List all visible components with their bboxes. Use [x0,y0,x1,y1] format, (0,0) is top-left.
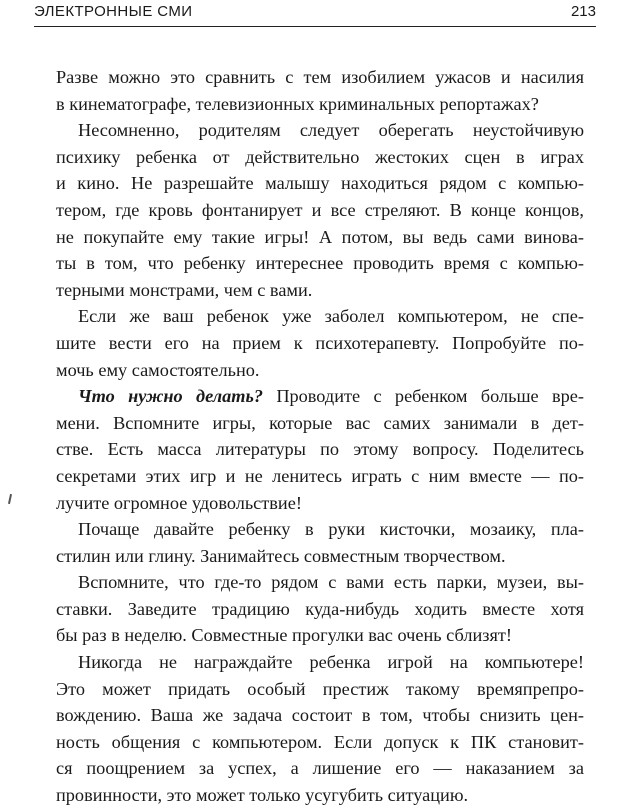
text-line: Почаще давайте ребенку в руки кисточки, мозаику, пла- [78,519,584,540]
text-line: терными монстрами, чем с вами. [56,279,313,300]
text-line: мочь ему самостоятельно. [56,359,260,380]
text-line: вождению. Ваша же задача состоит в том, чтобы снизить цен- [56,705,584,726]
text-line: Разве можно это сравнить с тем изобилием ужасов и насилия [56,67,584,87]
paragraph-lead: Что нужно делать? [78,386,263,407]
text-line: бы раз в неделю. Совместные прогулки вас очень сблизят! [56,625,512,646]
text-line: ставки. Заведите традицию куда-нибудь ходить вместе хотя [56,598,584,619]
running-head [34,0,596,27]
text-line: секретами этих игр и не ленитесь играть с ним вместе — по- [56,465,584,486]
paragraph-6 [56,569,584,649]
text-line: стилин или глину. Занимайтесь совместным творчеством. [56,545,506,566]
text-line: Вспомните, что где-то рядом с вами есть парки, музеи, вы- [78,572,584,593]
text-line: ность общения с компьютером. Если допуск к ПК становит- [56,731,584,752]
paragraph-3 [56,303,584,383]
paragraph-4 [56,383,584,516]
text-line: провинности, это может только усугубить ситуацию. [56,785,469,806]
text-line: не покупайте ему такие игры! А потом, вы ведь сами винова- [56,226,584,247]
paragraph-1 [56,64,584,117]
text-line: психику ребенка от действительно жестоких сцен в играх [56,146,584,167]
text-line: стве. Есть масса литературы по этому вопросу. Поделитесь [56,439,584,460]
text-line-rest: Проводите с ребенком больше вре- [262,386,584,407]
text-line: и кино. Не разрешайте малышу находиться рядом с компью- [56,173,584,194]
text-line: шите вести его на прием к психотерапевту. Попробуйте по- [56,332,584,353]
text-line: Это может придать особый престиж такому времяпрепро- [56,678,584,699]
margin-mark [8,494,12,504]
paragraph-2 [56,117,584,303]
text-line: Никогда не награждайте ребенка игрой на компьютере! [78,652,584,673]
text-line: Если же ваш ребенок уже заболел компьютером, не спе- [78,306,584,327]
page-number: 213 [570,3,596,20]
text-line: тером, где кровь фонтанирует и все стреляют. В конце концов, [56,199,584,220]
text-line: в кинематографе, телевизионных криминальных репортажах? [56,93,539,114]
text-line [56,383,584,410]
text-line: мени. Вспомните игры, которые вас самих занимали в дет- [56,412,584,433]
text-line: ты в том, что ребенку интереснее проводить время с компью- [56,253,584,274]
text-line: ся поощрением за успех, а лишение его — наказанием за [56,758,584,779]
text-line: лучите огромное удовольствие! [56,492,302,513]
text-line: Несомненно, родителям следует оберегать неустойчивую [78,120,584,141]
body-text [56,64,584,809]
running-head-title: ЭЛЕКТРОННЫЕ СМИ [34,3,193,20]
paragraph-7 [56,649,584,809]
paragraph-5 [56,516,584,569]
